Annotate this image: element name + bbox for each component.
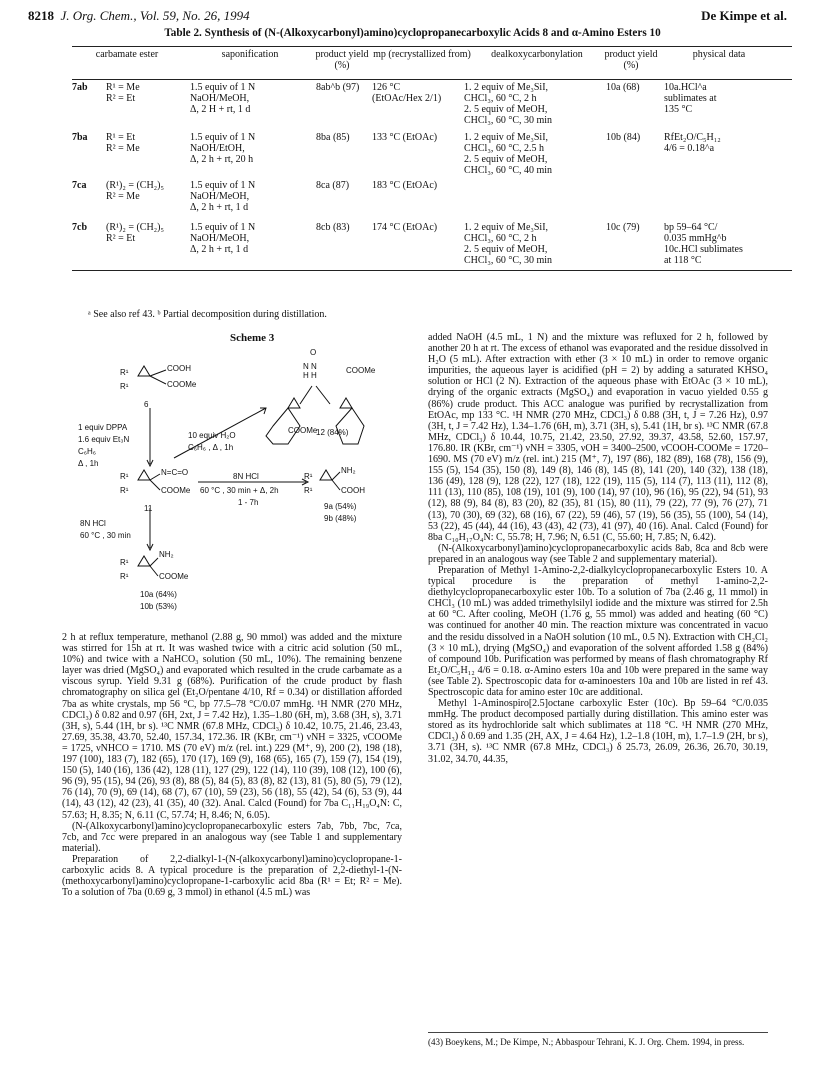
scheme-label: NH₂	[159, 550, 174, 559]
col-header: saponification	[221, 49, 279, 60]
scheme-label: COOMe	[167, 380, 197, 389]
compound-number: 9b (48%)	[324, 514, 357, 523]
cell-id: 7ba	[72, 132, 88, 143]
compound-number: 11	[144, 504, 153, 513]
table-row	[72, 130, 792, 178]
left-column	[62, 632, 402, 898]
scheme-label: COOH	[341, 486, 365, 495]
cell-prod: 8ca (87)	[316, 180, 350, 191]
cell-id: 7ab	[72, 82, 88, 93]
paragraph: 2 h at reflux temperature, methanol (2.88 g, 90 mmol) was added and the mixture was stirred for 15h at rt. It was washed twice with a citric acid solution (50 mL, 10%) and twice with a NaHCO₃ solution (50 mL, 10%). The remaining benzene layer was dried (MgSO₄) and evaporated which resulted in the crude carbamate as a viscous syrup. Yield 9.31 g (68%). Purification of the crude product by flash chromatography on silica gel (Et₂O/pentane 4/10, Rf = 0.34) or distillation afforded 7ba as white crystals, mp 56 °C, bp 77.5–78 °C/0.07 mmHg. ¹H NMR (270 MHz, CDCl₃) δ 0.82 and 0.97 (6H, 2xt, J = 7.42 Hz), 1.35–1.80 (6H, m), 3.68 (3H, s), 3.71 (3H, s), 5.44 (1H, br s). ¹³C NMR (67.8 MHz, CDCl₃) δ 10.42, 10.75, 21.46, 23.43, 27.69, 35.38, 43.70, 52.40, 157.34, 172.36. IR (KBr, cm⁻¹) νNH = 3325, νCOOMe = 1725, νNHCO = 1710. MS (70 eV) m/z (rel. int.) 229 (M⁺, 9), 200 (2), 198 (18), 197 (100), 183 (7), 182 (65), 170 (17), 169 (9), 168 (65), 165 (7), 159 (7), 154 (19), 150 (5), 140 (16), 136 (42), 128 (11), 127 (29), 122 (14), 110 (39), 108 (12), 100 (6), 96 (9), 95 (15), 94 (26), 93 (8), 88 (5), 84 (5), 83 (8), 82 (13), 81 (5), 80 (5), 79 (12), 76 (14), 70 (9), 69 (14), 68 (7), 67 (10), 59 (23), 56 (18), 55 (42), 54 (6), 53 (9), 44 (14), 43 (12), 42 (23), 41 (35), 40 (32). Anal. Calcd (Found) for 7ba C₁₁H₁₉O₄N: C, 57.63; H, 8.35; N, 6.11 (C, 57.74; H, 8.46; N, 6.05).	[62, 632, 402, 821]
cell-ester: (R¹)₂ = (CH₂)₅ R² = Et	[106, 222, 164, 244]
scheme-label: COOMe	[161, 486, 191, 495]
cell-phys: RfEt₂O/C₅H₁₂ 4/6 = 0.18^a	[664, 132, 721, 154]
table-header	[72, 47, 792, 79]
cell-prod: 8cb (83)	[316, 222, 350, 233]
cell-sap: 1.5 equiv of 1 N NaOH/MeOH, Δ, 2 h + rt, 1 d	[190, 222, 256, 255]
cell-prod: 8ba (85)	[316, 132, 350, 143]
cell-id: 7ca	[72, 180, 87, 191]
scheme-label: R¹	[304, 472, 313, 481]
scheme-title: Scheme 3	[230, 332, 275, 344]
cell-ester: R¹ = Et R² = Me	[106, 132, 140, 154]
cell-sap: 1.5 equiv of 1 N NaOH/MeOH, Δ, 2 H + rt, 1 d	[190, 82, 256, 115]
paragraph: (N-(Alkoxycarbonyl)amino)cyclopropanecarboxylic esters 7ab, 7bb, 7bc, 7ca, 7cb, and 7cc were prepared in an analogous way (see Table 1 and supplementary material).	[62, 820, 402, 854]
scheme-label: R¹	[120, 368, 129, 377]
compound-number: 6	[144, 400, 149, 409]
col-header: dealkoxycarbonylation	[491, 49, 583, 60]
col-header: product yield (%)	[315, 49, 369, 71]
journal-citation	[28, 8, 250, 24]
table-rule-bottom	[72, 270, 792, 271]
col-header: mp (recrystallized from)	[373, 49, 471, 60]
cell-prod2: 10c (79)	[606, 222, 640, 233]
paragraph: (N-(Alkoxycarbonyl)amino)cyclopropanecarboxylic acids 8ab, 8ca and 8cb were prepared in an analogous way (see Table 2 and supplementary material).	[428, 542, 768, 565]
scheme-label: R¹	[120, 382, 129, 391]
scheme-label: 10 equiv H₂O C₆H₆ , Δ , 1h	[188, 431, 236, 452]
paragraph: Preparation of Methyl 1-Amino-2,2-dialkylcyclopropanecarboxylic Esters 10. A typical procedure is the preparation of methyl 1-amino-2,2-diethylcyclopropanecarboxylic ester 10b. To a solution of 7ba (2.46 g, 11 mmol) in CHCl₃ (10 mL) was added trimethylsilyl iodide and the mixture was stirred for 2.5h at 60 °C. After cooling, MeOH (1.76 g, 55 mmol) was added and heating (60 °C) was continued for another 40 min. The reaction mixture was concentrated in vacuo and the residu dissolved in a NaOH solution (10 mL, 0.5 N). Extraction with CH₂Cl₂ (3 × 10 mL), drying (MgSO₄) and evaporation of the solvent afforded 1.58 g (84%) of compound 10b. Purification was performed by means of flash chromatography Rf Et₂O/C₅H₁₂ 4/6 = 0.18. α-Amino esters 10a and 10b were prepared in the same way (see Table 2). Spectroscopic data for α-aminoesters 10a and 10b are listed in ref 43. Spectroscopic data for amino ester 10c are additional.	[428, 564, 768, 698]
cell-deal: 1. 2 equiv of Me₃SiI, CHCl₃, 60 °C, 2.5 h 2. 5 equiv of MeOH, CHCl₃, 60 °C, 40 min	[464, 132, 553, 176]
paragraph: added NaOH (4.5 mL, 1 N) and the mixture was refluxed for 2 h, followed by another 20 h at rt. The excess of ethanol was evaporated and the residue dissolved in H₂O (5 mL). After extraction with ether (3 × 10 mL) in order to remove organic impurities, the aqueous layer is acidified (pH = 2) by adding a saturated KHSO₄ solution or HCl (2 N). Extraction of the aqueous phase with EtOAc (3 × 10 mL), drying of the organic extracts (MgSO₄) and evaporation in vacuo yielded 0.55 g (86%) crude product. This ACC analogue was purified by recrystallization from EtOAc, mp 133 °C. ¹H NMR (270 MHz, CDCl₃) δ 0.88 (3H, t, J = 7.26 Hz), 0.97 (3H, t, J = 7.42 Hz), 1.34–1.76 (6H, m), 3.71 (3H, s), 5.41 (1H, br s). ¹³C NMR (67.8 MHz, CDCl₃) δ 10.44, 10.75, 21.42, 23.50, 27.92, 39.37, 43.58, 52.60, 157.97, 176.80. IR (KBr, cm⁻¹) νNH = 3305, νOH = 3400–2500, νCOOH-COOMe = 1720–1690. MS (70 eV) m/z (rel. int.) 215 (M⁺, 7), 197 (86), 182 (89), 168 (78), 156 (9), 155 (5), 154 (35), 150 (8), 149 (8), 146 (8), 145 (8), 141 (20), 140 (32), 138 (18), 136 (49), 128 (9), 128 (22), 127 (18), 122 (19), 115 (5), 114 (7), 113 (11), 112 (8), 111 (13), 110 (85), 108 (19), 101 (9), 100 (14), 97 (10), 96 (16), 95 (22), 94 (51), 93 (12), 88 (9), 84 (8), 83 (20), 82 (35), 81 (15), 80 (11), 79 (22), 77 (9), 76 (27), 71 (13), 70 (30), 69 (32), 68 (16), 67 (22), 59 (46), 57 (19), 56 (35), 55 (100), 54 (14), 53 (22), 45 (44), 44 (16), 43 (43), 42 (73), 41 (97), 40 (16). Anal. Calcd (Found) for 8ba C₁₀H₁₇O₄N: C, 55.78; H, 7.96; N, 6.51 (C, 55.60; H, 7.85; N, 6.42).	[428, 332, 768, 543]
scheme-label: 1 equiv DPPA 1.6 equiv Et₃N C₆H₆ Δ , 1h	[78, 423, 130, 468]
scheme-label: COOMe	[346, 366, 376, 375]
cell-prod2: 10b (84)	[606, 132, 641, 143]
scheme-label: 60 °C , 30 min + Δ, 2h	[200, 486, 279, 495]
cell-mp: 174 °C (EtOAc)	[372, 222, 438, 233]
cell-phys: bp 59–64 °C/ 0.035 mmHg^b 10c.HCl sublimates at 118 °C	[664, 222, 743, 266]
scheme-label: 8N HCl	[233, 472, 259, 481]
paragraph: Preparation of 2,2-dialkyl-1-(N-(alkoxycarbonyl)amino)cyclopropane-1-carboxylic acids 8. A typical procedure is the preparation of 2,2-diethyl-1-(N-(methoxycarbonyl)amino)cyclopropane-1-carboxylic acid 8ba (R¹ = Et; R² = Me). To a solution of 7ba (0.69 g, 3 mmol) in ethanol (4.5 mL) was	[62, 853, 402, 899]
cell-deal: 1. 2 equiv of Me₃SiI, CHCl₃, 60 °C, 2 h 2. 5 equiv of MeOH, CHCl₃, 60 °C, 30 min	[464, 222, 553, 266]
col-header: carbamate ester	[95, 49, 159, 60]
scheme-label: COOMe	[159, 572, 189, 581]
compound-number: 9a (54%)	[324, 502, 357, 511]
cell-prod: 8ab^b (97)	[316, 82, 360, 93]
cell-mp: 183 °C (EtOAc)	[372, 180, 438, 191]
cell-ester: (R¹)₂ = (CH₂)₅ R² = Me	[106, 180, 164, 202]
scheme-label: O	[310, 348, 317, 357]
table-row	[72, 178, 792, 220]
scheme-label: R¹	[120, 472, 129, 481]
scheme-label: R¹	[304, 486, 313, 495]
scheme-label: NH₂	[341, 466, 356, 475]
compound-number: 10b (53%)	[140, 602, 177, 611]
cell-ester: R¹ = Me R² = Et	[106, 82, 140, 104]
col-header: physical data	[692, 49, 746, 60]
cell-mp: 133 °C (EtOAc)	[372, 132, 438, 143]
scheme-label: N N H H	[303, 362, 317, 380]
table-footnote: ᵃ See also ref 43. ᵇ Partial decomposition during distillation.	[88, 309, 327, 320]
cell-sap: 1.5 equiv of 1 N NaOH/MeOH, Δ, 2 h + rt, 1 d	[190, 180, 256, 213]
data-table	[72, 44, 792, 271]
table-row	[72, 80, 792, 130]
table-row	[72, 220, 792, 270]
col-header: product yield (%)	[604, 49, 658, 71]
compound-number: 12 (84%)	[316, 428, 349, 437]
reaction-scheme	[78, 346, 378, 626]
authors: De Kimpe et al.	[701, 8, 787, 23]
reference-note: (43) Boeykens, M.; De Kimpe, N.; Abbaspour Tehrani, K. J. Org. Chem. 1994, in press.	[428, 1032, 768, 1047]
compound-number: 10a (64%)	[140, 590, 177, 599]
paragraph: Methyl 1-Aminospiro[2.5]octane carboxylic Ester (10c). Bp 59–64 °C/0.035 mmHg. The product decomposed partially during distillation. This amino ester was stored as its hydrochloride salt which sublimates at 118 °C. ¹H NMR (270 MHz, CDCl₃) δ 0.69 and 1.35 (2H, AX, J = 4.64 Hz), 1.2–1.8 (10H, m), 1.7–1.9 (2H, br s), 3.71 (3H, s). ¹³C NMR (67.8 MHz, CDCl₃) δ 25.73, 26.09, 26.36, 26.70, 30.19, 31.02, 34.70, 44.35,	[428, 698, 768, 765]
scheme-label: R¹	[120, 486, 129, 495]
scheme-label: 1 - 7h	[238, 498, 259, 507]
page-number: 8218	[28, 8, 54, 23]
scheme-label: 8N HCl 60 °C , 30 min	[80, 519, 131, 540]
cell-sap: 1.5 equiv of 1 N NaOH/EtOH, Δ, 2 h + rt, 20 h	[190, 132, 256, 165]
cell-prod2: 10a (68)	[606, 82, 640, 93]
scheme-label: R¹	[120, 558, 129, 567]
scheme-label: R¹	[120, 572, 129, 581]
cyclopropane-ring	[138, 366, 150, 376]
cell-deal: 1. 2 equiv of Me₃SiI, CHCl₃, 60 °C, 2 h 2. 5 equiv of MeOH, CHCl₃, 60 °C, 30 min	[464, 82, 553, 126]
cell-mp: 126 °C (EtOAc/Hex 2/1)	[372, 82, 442, 104]
scheme-label: COOMe	[288, 426, 318, 435]
cell-id: 7cb	[72, 222, 87, 233]
right-column	[428, 332, 768, 765]
cell-phys: 10a.HCl^a sublimates at 135 °C	[664, 82, 717, 115]
table-title: Table 2. Synthesis of (N-(Alkoxycarbonyl)amino)cyclopropanecarboxylic Acids 8 and α-Amino Esters 10	[164, 27, 661, 39]
scheme-label: N=C=O	[161, 468, 189, 477]
scheme-label: COOH	[167, 364, 191, 373]
journal-name: J. Org. Chem., Vol. 59, No. 26, 1994	[60, 8, 250, 23]
